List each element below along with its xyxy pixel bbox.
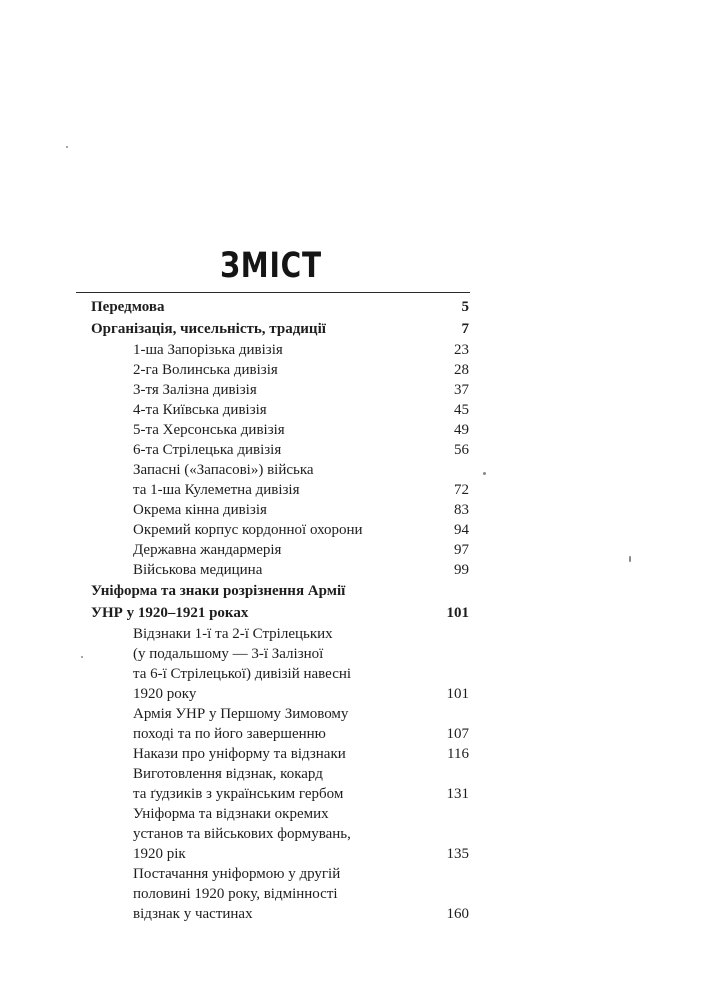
title-container	[171, 244, 371, 290]
toc-line	[0, 664, 728, 684]
toc-entry-title: (у подальшому — 3-ї Залізної	[133, 646, 324, 662]
toc-entry-title: Накази про уніформу та відзнаки	[133, 746, 346, 762]
toc-entry-title: Окрема кінна дивізія	[133, 502, 267, 518]
toc-line	[0, 684, 728, 704]
toc-page-number: 83	[454, 502, 469, 518]
toc-entry	[0, 420, 728, 440]
toc-entry-title: Організація, чисельність, традиції	[91, 321, 326, 337]
toc-entry	[0, 580, 728, 624]
toc-line	[0, 540, 728, 560]
toc-line	[0, 380, 728, 400]
toc-entry	[0, 296, 728, 318]
toc-entry	[0, 318, 728, 340]
toc-entry-title: Виготовлення відзнак, кокард	[133, 766, 323, 782]
toc-entry-title: та 6-ї Стрілецької) дивізій навесні	[133, 666, 352, 682]
toc-page-number: 99	[454, 562, 469, 578]
toc-line	[0, 844, 728, 864]
toc-entry	[0, 500, 728, 520]
title-underline	[76, 292, 470, 293]
toc-entry	[0, 804, 728, 864]
toc-page-number: 94	[454, 522, 469, 538]
toc-line	[0, 704, 728, 724]
toc-line	[0, 580, 728, 602]
toc-line	[0, 400, 728, 420]
toc-line	[0, 360, 728, 380]
toc-entry-title: 5-та Херсонська дивізія	[133, 422, 285, 438]
toc-page-number: 56	[454, 442, 469, 458]
toc-page-number: 72	[454, 482, 469, 498]
toc-entry-title: 6-та Стрілецька дивізія	[133, 442, 282, 458]
toc-page-number: 5	[461, 299, 469, 315]
toc-page-number: 45	[454, 402, 469, 418]
toc-page-number: 37	[454, 382, 469, 398]
toc-entry	[0, 560, 728, 580]
toc-line	[0, 560, 728, 580]
toc-page-number: 97	[454, 542, 469, 558]
toc-line	[0, 784, 728, 804]
toc-line	[0, 440, 728, 460]
toc-line	[0, 500, 728, 520]
toc-line	[0, 744, 728, 764]
toc-entry-title: Відзнаки 1-ї та 2-ї Стрілецьких	[133, 626, 333, 642]
toc-line	[0, 804, 728, 824]
toc-entry-title: Запасні («Запасові») війська	[133, 462, 314, 478]
toc-line	[0, 864, 728, 884]
toc-line	[0, 420, 728, 440]
page-title: ЗМІСТ	[220, 246, 322, 286]
toc-line	[0, 520, 728, 540]
toc-entry-title: відзнак у частинах	[133, 906, 253, 922]
toc-page-number: 116	[447, 746, 469, 762]
toc-entry-title: Окремий корпус кордонної охорони	[133, 522, 363, 538]
toc-page-number: 28	[454, 362, 469, 378]
toc-line	[0, 296, 728, 318]
toc-entry	[0, 440, 728, 460]
toc-entry	[0, 704, 728, 744]
toc-line	[0, 602, 728, 624]
toc-entry-title: установ та військових формувань,	[133, 826, 351, 842]
toc-page-number: 101	[446, 686, 469, 702]
table-of-contents	[0, 296, 728, 924]
toc-line	[0, 644, 728, 664]
toc-line	[0, 824, 728, 844]
toc-entry-title: 1-ша Запорізька дивізія	[133, 342, 283, 358]
toc-line	[0, 904, 728, 924]
toc-line	[0, 480, 728, 500]
toc-line	[0, 764, 728, 784]
toc-entry	[0, 380, 728, 400]
toc-entry	[0, 864, 728, 924]
toc-page-number: 135	[446, 846, 469, 862]
toc-entry	[0, 764, 728, 804]
toc-line	[0, 724, 728, 744]
toc-entry-title: Військова медицина	[133, 562, 263, 578]
toc-page-number: 107	[446, 726, 469, 742]
toc-entry-title: 2-га Волинська дивізія	[133, 362, 278, 378]
toc-entry-title: УНР у 1920–1921 роках	[91, 605, 249, 621]
toc-entry-title: Армія УНР у Першому Зимовому	[133, 706, 349, 722]
toc-entry-title: поході та по його завершенню	[133, 726, 326, 742]
toc-entry-title: Постачання уніформою у другій	[133, 866, 341, 882]
toc-entry	[0, 744, 728, 764]
toc-entry	[0, 360, 728, 380]
toc-page-number: 49	[454, 422, 469, 438]
toc-entry-title: Державна жандармерія	[133, 542, 282, 558]
toc-page-number: 7	[461, 321, 469, 337]
toc-entry	[0, 340, 728, 360]
toc-entry	[0, 624, 728, 704]
toc-entry	[0, 520, 728, 540]
toc-line	[0, 624, 728, 644]
toc-entry-title: Передмова	[91, 299, 165, 315]
toc-page-number: 101	[446, 605, 469, 621]
toc-entry	[0, 400, 728, 420]
toc-entry-title: Уніформа та знаки розрізнення Армії	[91, 583, 346, 599]
toc-entry-title: 3-тя Залізна дивізія	[133, 382, 257, 398]
toc-page-number: 160	[446, 906, 469, 922]
toc-line	[0, 460, 728, 480]
toc-line	[0, 884, 728, 904]
toc-entry-title: 1920 року	[133, 686, 197, 702]
toc-line	[0, 340, 728, 360]
toc-line	[0, 318, 728, 340]
toc-entry-title: Уніформа та відзнаки окремих	[133, 806, 329, 822]
scan-speck	[66, 146, 68, 148]
toc-entry-title: 1920 рік	[133, 846, 186, 862]
toc-page-number: 23	[454, 342, 469, 358]
toc-entry	[0, 540, 728, 560]
toc-entry	[0, 460, 728, 500]
toc-entry-title: половині 1920 року, відмінності	[133, 886, 338, 902]
toc-page-number: 131	[446, 786, 469, 802]
toc-entry-title: 4-та Київська дивізія	[133, 402, 267, 418]
toc-entry-title: та 1-ша Кулеметна дивізія	[133, 482, 300, 498]
toc-entry-title: та ґудзиків з українським гербом	[133, 786, 344, 802]
